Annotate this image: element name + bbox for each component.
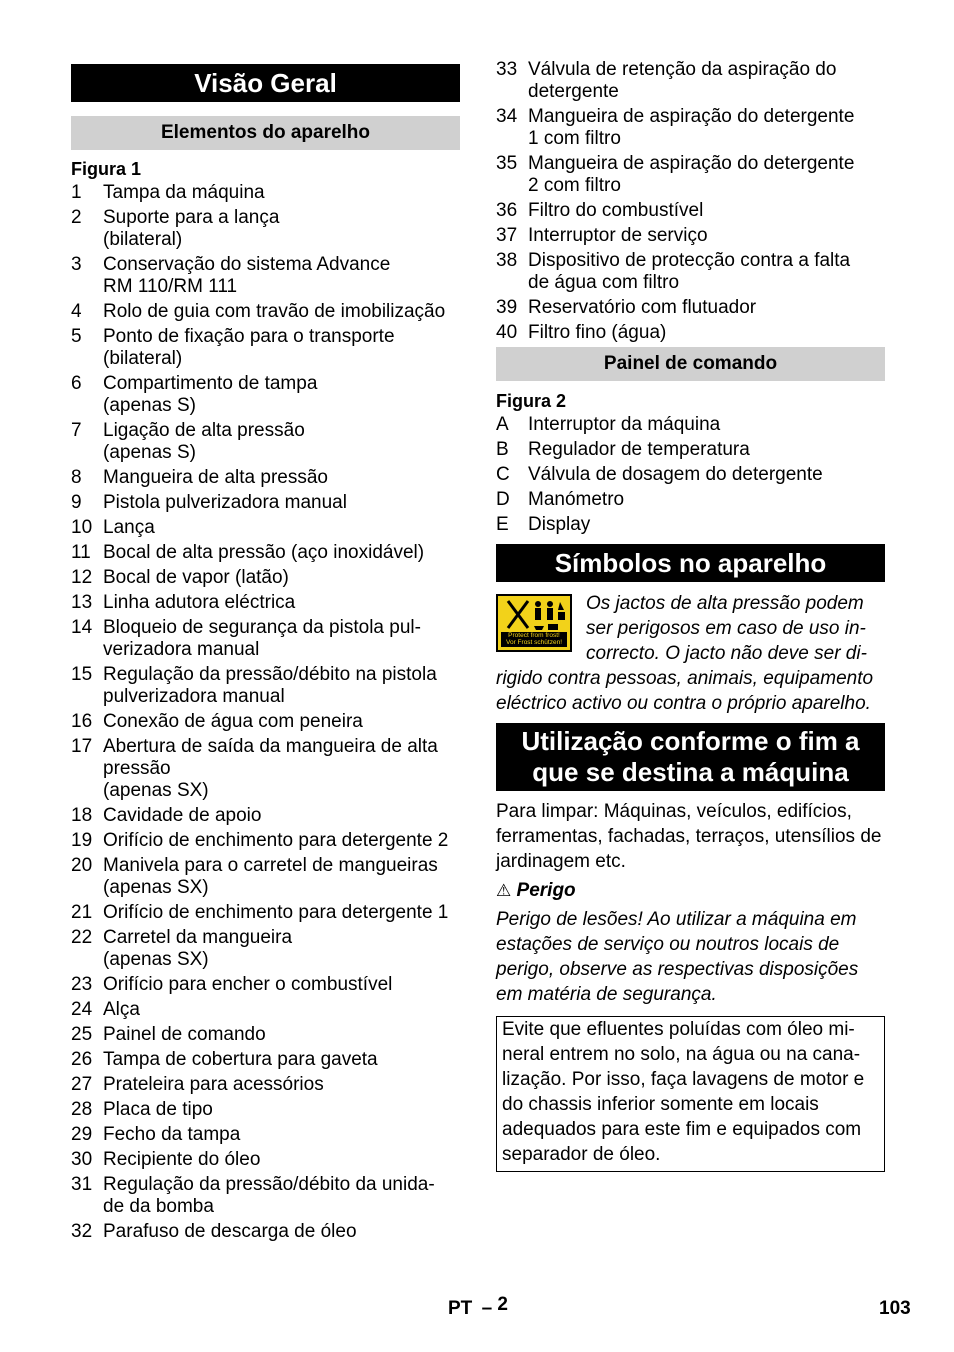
list-item (71, 1074, 460, 1096)
list-item (496, 464, 885, 486)
item-number: 3 (71, 254, 82, 275)
item-number: 8 (71, 467, 82, 488)
item-number: 20 (71, 855, 93, 876)
item-number: 31 (71, 1174, 93, 1195)
item-text: Regulador de temperatura (528, 439, 750, 460)
item-number: 35 (496, 153, 518, 174)
item-number: C (496, 464, 510, 485)
item-number: 12 (71, 567, 93, 588)
item-text: Tampa de cobertura para gaveta (103, 1049, 378, 1070)
item-number: 21 (71, 902, 93, 923)
list-item (71, 207, 460, 251)
item-text: Prateleira para acessórios (103, 1074, 324, 1095)
item-number: 2 (71, 207, 82, 228)
item-text: Regulação da pressão/débito na pistola pulverizadora manual (103, 664, 437, 707)
item-number: 17 (71, 736, 93, 757)
item-number: 7 (71, 420, 82, 441)
item-number: A (496, 414, 509, 435)
item-text: Bocal de vapor (latão) (103, 567, 289, 588)
item-text: Pistola pulverizadora manual (103, 492, 347, 513)
symbols-block (496, 591, 885, 716)
item-number: 14 (71, 617, 93, 638)
list-item (496, 250, 885, 294)
item-number: 30 (71, 1149, 93, 1170)
item-number: 1 (71, 182, 82, 203)
list-item (496, 200, 885, 222)
list-item (496, 106, 885, 150)
list-item (71, 254, 460, 298)
list-item (71, 617, 460, 661)
item-text: Painel de comando (103, 1024, 266, 1045)
list-item (71, 1124, 460, 1146)
item-number: 6 (71, 373, 82, 394)
list-item (496, 514, 885, 536)
list-item (71, 467, 460, 489)
item-text: Filtro do combustível (528, 200, 704, 221)
list-item (71, 301, 460, 323)
list-item (496, 322, 885, 344)
item-number: 34 (496, 106, 518, 127)
list-item (71, 182, 460, 204)
item-number: 37 (496, 225, 518, 246)
list-item (71, 974, 460, 996)
item-number: 23 (71, 974, 93, 995)
item-number: 26 (71, 1049, 93, 1070)
intended-use-text: Para limpar: Máquinas, veículos, edifícios, ferramentas, fachadas, terraços, utensílios de jardinagem etc. (496, 801, 882, 872)
list-item (71, 517, 460, 539)
section-title-intended-use: Utilização conforme o fim a que se destina a máquina (496, 723, 885, 791)
list-item (71, 1149, 460, 1171)
item-text: Display (528, 514, 591, 535)
item-text: Alça (103, 999, 140, 1020)
danger-label: Perigo (516, 880, 576, 901)
list-item (71, 567, 460, 589)
item-text: Ligação de alta pressão (apenas S) (103, 420, 305, 463)
item-text: Compartimento de tampa (apenas S) (103, 373, 318, 416)
list-item (71, 1024, 460, 1046)
list-item (71, 711, 460, 733)
section-title-overview: Visão Geral (71, 64, 460, 102)
list-item (71, 1174, 460, 1218)
item-text: Reservatório com flutuador (528, 297, 757, 318)
list-item (71, 492, 460, 514)
symbols-description: Os jactos de alta pressão podem ser perigosos em caso de uso in-correcto. O jacto não deve ser di-rigido contra pessoas, animais, equipamento eléctrico activo ou contra o próprio aparelho. (496, 593, 874, 714)
right-column (496, 59, 885, 1172)
item-text: Manómetro (528, 489, 625, 510)
footer-dash: – (481, 1298, 493, 1319)
danger-heading (496, 878, 885, 903)
item-number: 10 (71, 517, 93, 538)
item-text: Mangueira de alta pressão (103, 467, 328, 488)
item-number: 33 (496, 59, 518, 80)
list-item (496, 439, 885, 461)
item-text: Válvula de retenção da aspiração do detergente (528, 59, 837, 102)
list-item (71, 592, 460, 614)
language-code: PT (448, 1298, 473, 1319)
list-item (71, 1099, 460, 1121)
list-item (71, 1049, 460, 1071)
item-text: Carretel da mangueira (apenas SX) (103, 927, 293, 970)
list-item (496, 225, 885, 247)
item-number: 22 (71, 927, 93, 948)
item-text: Rolo de guia com travão de imobilização (103, 301, 446, 322)
item-number: 29 (71, 1124, 93, 1145)
figure-1-label: Figura 1 (71, 159, 142, 179)
list-item (496, 59, 885, 103)
item-text: Mangueira de aspiração do detergente 2 com filtro (528, 153, 855, 196)
list-item (71, 830, 460, 852)
elements-list (71, 182, 460, 1243)
list-item (71, 542, 460, 564)
list-item (496, 414, 885, 436)
item-number: 4 (71, 301, 82, 322)
item-text: Orifício de enchimento para detergente 2 (103, 830, 449, 851)
warning-label-text: Protect from frost! Vor Frost schützen! (501, 632, 567, 647)
item-number: 9 (71, 492, 82, 513)
left-column (71, 64, 460, 1246)
item-number: 36 (496, 200, 518, 221)
item-text: Abertura de saída da mangueira de alta pressão (apenas SX) (103, 736, 438, 801)
figure-2-label: Figura 2 (496, 391, 567, 411)
item-number: E (496, 514, 509, 535)
item-text: Orifício para encher o combustível (103, 974, 393, 995)
list-item (71, 736, 460, 802)
control-panel-list (496, 414, 885, 536)
item-number: 15 (71, 664, 93, 685)
item-number: D (496, 489, 510, 510)
page-number: 103 (879, 1298, 911, 1319)
section-title-symbols: Símbolos no aparelho (496, 544, 885, 582)
item-number: 32 (71, 1221, 93, 1242)
list-item (71, 420, 460, 464)
list-item (496, 153, 885, 197)
list-item (496, 297, 885, 319)
item-text: Orifício de enchimento para detergente 1 (103, 902, 449, 923)
list-item (71, 326, 460, 370)
item-text: Conexão de água com peneira (103, 711, 363, 732)
item-number: 28 (71, 1099, 93, 1120)
list-item (71, 373, 460, 417)
item-number: 18 (71, 805, 93, 826)
list-item (71, 664, 460, 708)
item-text: Lança (103, 517, 155, 538)
item-text: Parafuso de descarga de óleo (103, 1221, 357, 1242)
item-text: Conservação do sistema Advance RM 110/RM 111 (103, 254, 391, 297)
list-item (71, 1221, 460, 1243)
subsection-title-control-panel: Painel de comando (496, 347, 885, 381)
footer-language (448, 1294, 508, 1320)
item-text: Interruptor da máquina (528, 414, 721, 435)
item-text: Válvula de dosagem do detergente (528, 464, 823, 485)
item-number: B (496, 439, 509, 460)
item-text: Placa de tipo (103, 1099, 213, 1120)
item-number: 25 (71, 1024, 93, 1045)
list-item (71, 902, 460, 924)
item-text: Recipiente do óleo (103, 1149, 261, 1170)
item-text: Ponto de fixação para o transporte (bilateral) (103, 326, 395, 369)
item-text: Tampa da máquina (103, 182, 265, 203)
item-number: 16 (71, 711, 93, 732)
item-text: Cavidade de apoio (103, 805, 262, 826)
item-text: Suporte para a lança (bilateral) (103, 207, 280, 250)
item-number: 39 (496, 297, 518, 318)
list-item (496, 489, 885, 511)
list-item (71, 999, 460, 1021)
item-number: 11 (71, 542, 91, 563)
item-number: 19 (71, 830, 93, 851)
item-number: 5 (71, 326, 82, 347)
list-item (71, 927, 460, 971)
list-item (71, 805, 460, 827)
item-text: Mangueira de aspiração do detergente 1 com filtro (528, 106, 855, 149)
item-number: 38 (496, 250, 518, 271)
item-text: Bocal de alta pressão (aço inoxidável) (103, 542, 425, 563)
item-text: Linha adutora eléctrica (103, 592, 296, 613)
item-number: 40 (496, 322, 518, 343)
oil-notice-box: Evite que efluentes poluídas com óleo mi-neral entrem no solo, na água ou na cana-lização. Por isso, faça lavagens de motor e do chassis inferior somente em locais adequados para este fim e equipados com separador de óleo. (496, 1016, 885, 1172)
item-text: Bloqueio de segurança da pistola pul- verizadora manual (103, 617, 421, 660)
item-text: Interruptor de serviço (528, 225, 708, 246)
item-text: Fecho da tampa (103, 1124, 241, 1145)
danger-text: Perigo de lesões! Ao utilizar a máquina em estações de serviço ou noutros locais de perigo, observe as respectivas disposições em matéria de segurança. (496, 909, 859, 1005)
footer-small-page: 2 (497, 1294, 508, 1315)
warning-triangle-icon: ⚠ (496, 881, 512, 900)
item-text: Manivela para o carretel de mangueiras (apenas SX) (103, 855, 438, 898)
warning-label-icon (496, 594, 572, 652)
list-item (71, 855, 460, 899)
item-text: Dispositivo de protecção contra a falta de água com filtro (528, 250, 851, 293)
item-text: Filtro fino (água) (528, 322, 667, 343)
item-number: 27 (71, 1074, 93, 1095)
item-text: Regulação da pressão/débito da unida- de da bomba (103, 1174, 435, 1217)
subsection-title-elements: Elementos do aparelho (71, 116, 460, 150)
item-number: 24 (71, 999, 93, 1020)
elements-list-continued (496, 59, 885, 344)
item-number: 13 (71, 592, 93, 613)
